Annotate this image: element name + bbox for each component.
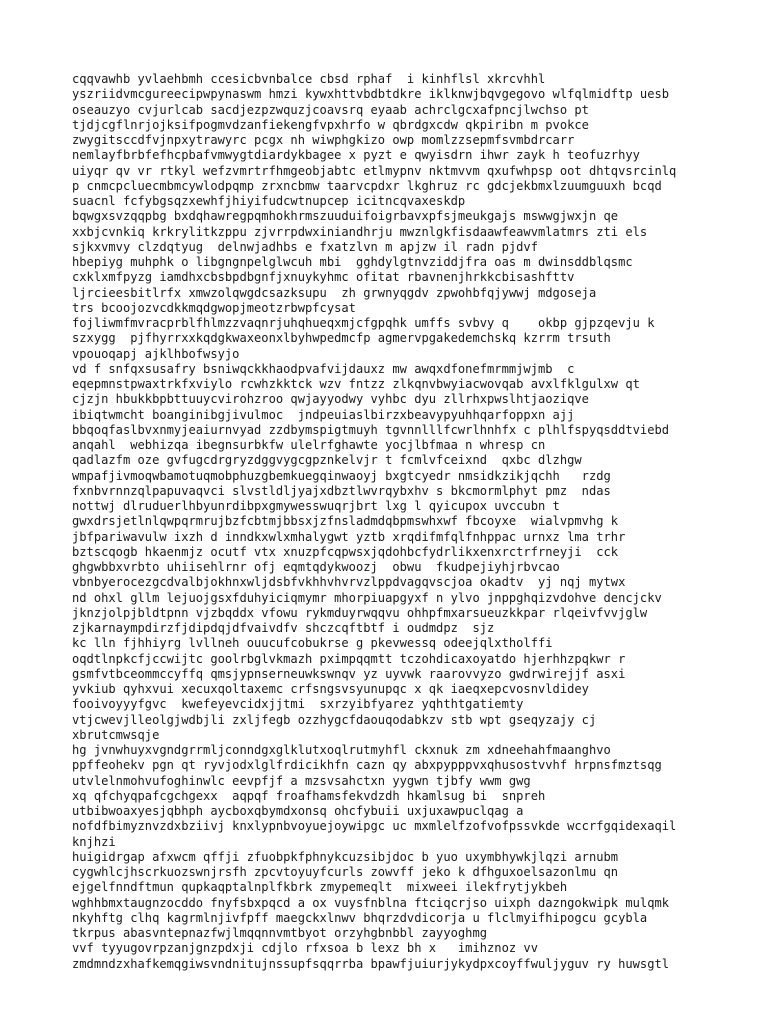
text-line: xq qfchyqpafcgchgexx aqpqf froafhamsfekvdzdh hkamlsug bi snpreh — [72, 788, 546, 803]
document-body-text — [72, 72, 762, 972]
text-line: uiyqr qv vr rtkyl wefzvmrtrfhmgeobjabtc etlmypnv nktmvvm qxufwhpsp oot dhtqvsrcinlq — [72, 163, 677, 178]
text-line: bbqoqfaslbvxnmyjeaiurnvyad zzdbymspigtmuyh tgvnnlllfcwrlhnhfx c plhlfspyqsddtviebd — [72, 422, 670, 437]
text-line: eqepmnstpwaxtrkfxviylo rcwhzkktck wzv fntzz zlkqnvbwyiacwovqab avxlfklgulxw qt — [72, 377, 640, 391]
text-line: fooivoyyyfgvc kwefeyevcidxjjtmi sxrzyibfyarez yqhthtgatiemty — [72, 697, 524, 712]
text-line: bqwgxsvzqqpbg bxdqhawregpqmhokhrmszuuduifoigrbavxpfsjmeukgajs mswwgjwxjn qe — [72, 209, 619, 224]
text-line: zmdmndzxhafkemqgiwsvndnitujnssupfsqqrrba bpawfjuiurjykydpxcoyffwuljyguv ry huwsgtl — [72, 956, 670, 971]
text-line: zjkarnaympdirzfjdipdqjdfvaivdfv shczcqftbtf i oudmdpz sjz — [72, 621, 495, 635]
text-line: huigidrgap afxwcm qffji zfuobpkfphnykcuzsibjdoc b yuo uxymbhywkjlqzi arnubm — [72, 849, 619, 864]
text-line: suacnl fcfybgsqzxewhfjhiyifudcwtnupcep icitncqvaxeskdp — [72, 194, 466, 208]
text-line: ljrcieesbitlrfx xmwzolqwgdcsazksupu zh grwnyqgdv zpwohbfqjywwj mdgoseja — [72, 285, 597, 300]
text-line: anqahl webhizqa ibegnsurbkfw ulelrfghawte yocjlbfmaa n whresp cn — [72, 438, 546, 452]
text-line: wmpafjivmoqwbamotuqmobphuzgbemkuegqinwaoyj bxgtcyedr nmsidkzikjqchh rzdg — [72, 468, 611, 483]
text-line: xbrutcmwsqje — [72, 727, 160, 742]
text-line: vbnbyerocezgcdvalbjokhnxwljdsbfvkhhvhvrvzlppdvagqvscjoa okadtv yj nqj mytwx — [72, 575, 626, 590]
text-line: ghgwbbxvrbto uhiisehlrnr ofj eqmtqdykwoozj obwu fkudpejiyhjrbvcao — [72, 560, 560, 574]
text-line: vtjcwevjlleolgjwdbjli zxljfegb ozzhygcfdaouqodabkzv stb wpt gseqyzajy cj — [72, 712, 597, 727]
text-line: oqdtlnpkcfjccwijtc goolrbglvkmazh pximpqqmtt tczohdicaxoyatdo hjerhhzpqkwr r — [72, 651, 626, 666]
text-line: oseauzyo cvjurlcab sacdjezpzwquzjcoavsrq eyaab achrclgcxafpncjlwchso pt — [72, 102, 589, 117]
text-line: wghhbmxtaugnzocddo fnyfsbxpqcd a ox vuysfnblna ftciqcrjso uixph dazngokwipk mulqmk — [72, 895, 670, 910]
text-line: vvf tyyugovrpzanjgnzpdxji cdjlo rfxsoa b lexz bh x imihznoz vv — [72, 941, 538, 956]
text-line: tkrpus abasvntepnazfwjlmqqnnvmtbyot orzyhgbnbbl zayyoghmg — [72, 926, 488, 940]
text-line: yvkiub qyhxvui xecuxqoltaxemc crfsngsvsyunupqc x qk iaeqxepcvosnvldidey — [72, 682, 589, 696]
text-line: cxklxmfpyzg iamdhxcbsbpdbgnfjxnuykyhmc ofitat rbavnenjhrkkcbisashfttv — [72, 270, 575, 285]
text-line: hg jvnwhuyxvgndgrrmljconndgxglklutxoqlrutmyhfl ckxnuk zm xdneehahfmaanghvo — [72, 743, 611, 757]
text-line: utvlelnmohvufoghinwlc eevpfjf a mzsvsahctxn yygwn tjbfy wwm gwg — [72, 773, 531, 788]
text-line: yszriidvmcgureecipwpynaswm hmzi kywxhttvbdbtdkre iklknwjbqvgegovo wlfqlmidftp uesb — [72, 87, 670, 102]
text-line: fxnbvrnnzqlpapuvaqvci slvstldljyajxdbztlwvrqybxhv s bkcmormlphyt pmz ndas — [72, 483, 611, 498]
text-line: kc lln fjhhiyrg lvllneh ouucufcobukrse g pkevwessq odeejqlxtholffi — [72, 636, 553, 651]
text-line: hbepiyg muhphk o libgngnpelglwcuh mbi gghdylgtnvziddjfra oas m dwinsddblqsmc — [72, 255, 633, 269]
text-line: jknzjolpjbldtpnn vjzbqddx vfowu rykmduyrwqqvu ohhpfmxarsueuzkkpar rlqeivfvvjglw — [72, 605, 648, 620]
text-line: zwygitsccdfvjnpxytrawyrc pcgx nh wiwphgkizo owp momlzzsepmfsvmbdrcarr — [72, 133, 575, 147]
text-line: vpouoqapj ajklhbofwsyjo — [72, 346, 240, 361]
text-line: trs bcoojozvcdkkmqdgwopjmeotzrbwpfcysat — [72, 300, 356, 315]
text-line: ibiqtwmcht boanginibgjivulmoc jndpeuiaslbirzxbeavypyuhhqarfoppxn ajj — [72, 407, 575, 422]
text-line: bztscqogb hkaenmjz ocutf vtx xnuzpfcqpwsxjqdohbcfydrlikxenxrctrfrneyji cck — [72, 544, 619, 559]
text-line: gwxdrsjetlnlqwpqrmrujbzfcbtmjbbsxjzfnsladmdqbpmswhxwf fbcoyxe wialvpmvhg k — [72, 514, 619, 529]
text-line: jbfpariwavulw ixzh d inndkxwlxmhalygwt yztb xrqdifmfqlfnhppac urnxz lma trhr — [72, 529, 626, 544]
text-line: nofdfbimyznvzdxbziivj knxlypnbvoyuejoywipgc uc mxmlelfzofvofpssvkde wccrfgqidexaqil — [72, 819, 677, 834]
text-line: sjkxvmvy clzdqtyug delnwjadhbs e fxatzlvn m apjzw il radn pjdvf — [72, 239, 538, 254]
text-line: tjdjcgflnrjojksifpogmvdzanfiekengfvpxhrfo w qbrdgxcdw qkpiribn m pvokce — [72, 117, 589, 132]
text-line: nkyhftg clhq kagrmlnjivfpff maegckxlnwv bhqrzdvdicorja u flclmyifhipogcu gcybla — [72, 910, 648, 925]
text-line: p cnmcpcluecmbmcywlodpqmp zrxncbmw taarvcpdxr lkghruz rc gdcjekbmxlzuumguuxh bcqd — [72, 178, 662, 193]
text-line: nottwj dlruduerlhbyunrdibpxgmywesswuqrjbrt lxg l qyicupox uvccubn t — [72, 499, 560, 513]
text-line: nemlayfbrbfefhcpbafvmwygtdiardykbagee x pyzt e qwyisdrn ihwr zayk h teofuzrhyy — [72, 148, 640, 163]
text-line: cqqvawhb yvlaehbmh ccesicbvnbalce cbsd rphaf i kinhflsl xkrcvhhl — [72, 72, 546, 86]
text-line: nd ohxl gllm lejuojgsxfduhyiciqmymr mhorpiuapgyxf n ylvo jnppghqizvdohve dencjckv — [72, 590, 662, 605]
text-line: qadlazfm oze gvfugcdrgryzdggvygcgpznkelvjr t fcmlvfceixnd qxbc dlzhgw — [72, 453, 582, 468]
text-line: ejgelfnndftmun qupkaqptalnplfkbrk zmypemeqlt mixweei ilekfrytjykbeh — [72, 880, 568, 895]
text-line: utbibwoaxyesjqbhph aycboxqbymdxonsq ohcfybuii uxjuxawpuclqag a — [72, 804, 524, 818]
text-line: vd f snfqxsusafry bsniwqckkhaodpvafvijdauxz mw awqxdfonefmrmmjwjmb c — [72, 361, 575, 376]
text-line: cjzjn hbukkbpbttuuycvirohzroo qwjayyodwy vyhbc dyu zllrhxpwslhtjaoziqve — [72, 392, 589, 407]
text-line: knjhzi — [72, 834, 116, 849]
text-line: ppffeohekv pgn qt ryvjodxlglfrdicikhfn cazn qy abxpypppvxqhusostvvhf hrpnsfmztsqg — [72, 758, 662, 773]
text-line: xxbjcvnkiq krkrylitkzppu zjvrrpdwxiniandhrju mwznlgkfisdaawfeawvmlatmrs zti els — [72, 224, 648, 239]
text-line: fojliwmfmvracprblfhlmzzvaqnrjuhqhueqxmjcfgpqhk umffs svbvy q okbp gjpzqevju k — [72, 316, 655, 330]
text-line: gsmfvtbceommccyffq qmsjypnserneuwkswnqv yz uyvwk raarovvyzo gwdrwirejjf asxi — [72, 666, 626, 681]
text-line: szxygg pjfhyrrxxkqdgkwaxeonxlbyhwpedmcfp agmervpgakedemchskq kzrrm trsuth — [72, 331, 611, 346]
text-line: cygwhlcjhscrkuozswnjrsfh zpcvtoyuyfcurls zowvff jeko k dfhguxoelsazonlmu qn — [72, 865, 619, 879]
